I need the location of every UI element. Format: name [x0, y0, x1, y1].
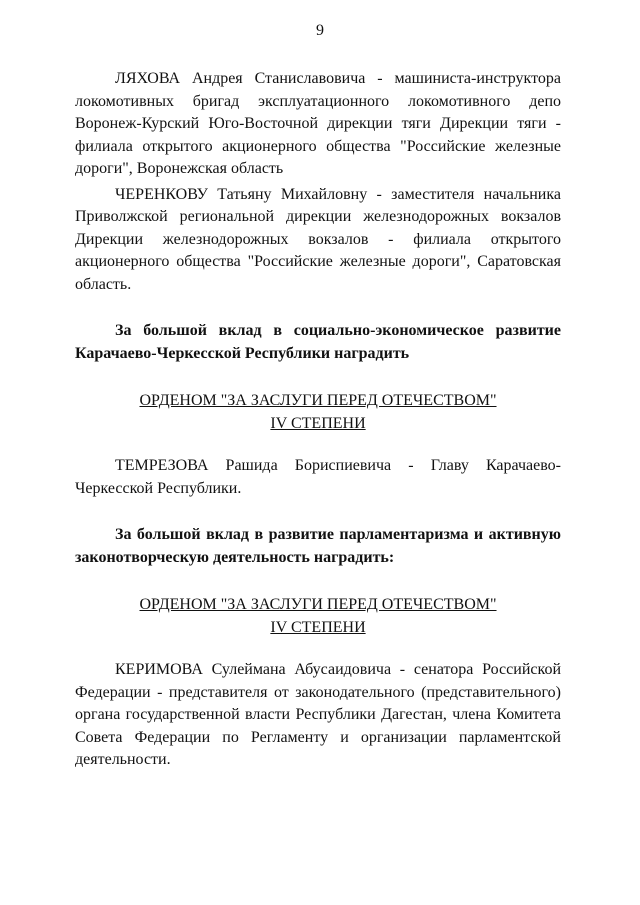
award-entry-kerimov: КЕРИМОВА Сулеймана Абусаидовича - сенатора Российской Федерации - представителя от законодательного (представительного) органа государственной власти Республики Дагестан, члена Комитета Совета Федерации по Регламенту и организации парламентской деятельности. — [75, 661, 561, 768]
section-heading-kchr: За большой вклад в социально-экономическое развитие Карачаево-Черкесской Республики наградить — [75, 322, 561, 362]
order-title — [75, 593, 561, 639]
order-title — [75, 389, 561, 435]
page-number: 9 — [316, 22, 324, 39]
award-entry-temrezov: ТЕМРЕЗОВА Рашида Бориспиевича - Главу Карачаево-Черкесской Республики. — [75, 457, 561, 497]
document-body — [75, 68, 561, 772]
order-degree: IV СТЕПЕНИ — [270, 415, 366, 432]
award-entry-lyakhov: ЛЯХОВА Андрея Станиславовича - машиниста-инструктора локомотивных бригад эксплуатационного локомотивного депо Воронеж-Курский Юго-Восточной дирекции тяги Дирекции тяги - филиала открытого акционерного общества "Российские железные дороги", Воронежская область — [75, 70, 561, 177]
order-name: ОРДЕНОМ "ЗА ЗАСЛУГИ ПЕРЕД ОТЕЧЕСТВОМ" — [139, 596, 497, 613]
award-entry-cherenkova: ЧЕРЕНКОВУ Татьяну Михайловну - заместителя начальника Приволжской региональной дирекции железнодорожных вокзалов Дирекции железнодорожных вокзалов - филиала открытого акционерного общества "Российские железные дороги", Саратовская область. — [75, 185, 561, 293]
section-heading-parliament: За большой вклад в развитие парламентаризма и активную законотворческую деятельность наградить: — [75, 526, 561, 566]
order-name: ОРДЕНОМ "ЗА ЗАСЛУГИ ПЕРЕД ОТЕЧЕСТВОМ" — [139, 392, 497, 409]
order-degree: IV СТЕПЕНИ — [270, 619, 366, 636]
